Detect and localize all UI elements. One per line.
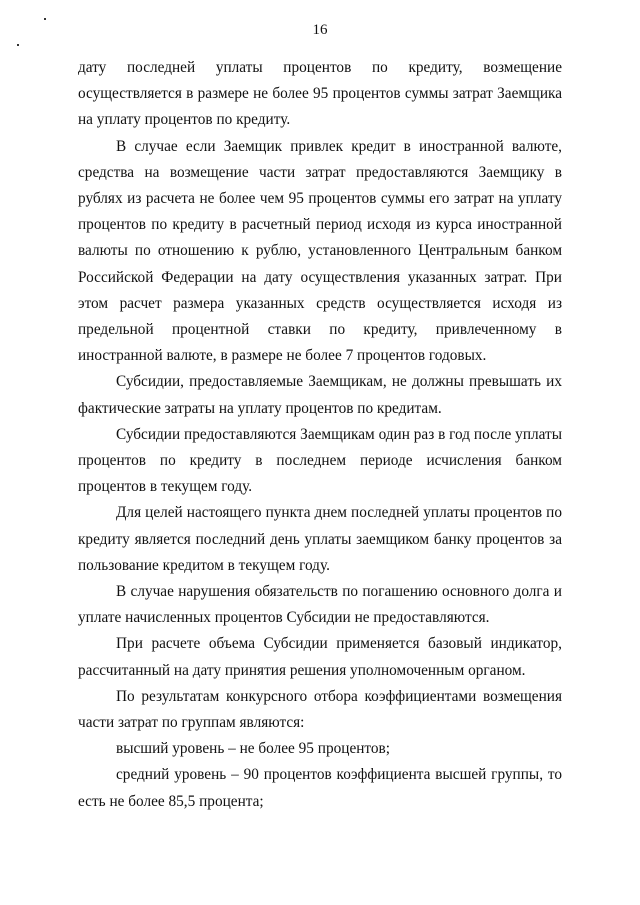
paragraph: В случае нарушения обязательств по погашению основного долга и уплате начисленных процентов Субсидии не предоставляются.	[78, 583, 562, 627]
document-body	[78, 55, 562, 815]
paragraph: дату последней уплаты процентов по кредиту, возмещение осуществляется в размере не более 95 процентов суммы затрат Заемщика на уплату процентов по кредиту.	[78, 59, 562, 129]
scan-mark	[44, 18, 46, 20]
paragraph: В случае если Заемщик привлек кредит в иностранной валюте, средства на возмещение части затрат предоставляются Заемщику в рублях из расчета не более чем 95 процентов суммы его затрат на уплату процентов по кредиту в расчетный период исходя из курса иностранной валюты по отношению к рублю, установленного Центральным банком Российской Федерации на дату осуществления указанных затрат. При этом расчет размера указанных средств осуществляется исходя из предельной процентной ставки по кредиту, привлеченному в иностранной валюте, в размере не более 7 процентов годовых.	[78, 137, 562, 365]
paragraph: Субсидии предоставляются Заемщикам один раз в год после уплаты процентов по кредиту в последнем периоде исчисления банком процентов в текущем году.	[78, 425, 562, 496]
paragraph: Субсидии, предоставляемые Заемщикам, не должны превышать их фактические затраты на уплату процентов по кредитам.	[78, 373, 562, 417]
paragraph: высший уровень – не более 95 процентов;	[116, 740, 391, 758]
paragraph: При расчете объема Субсидии применяется базовый индикатор, рассчитанный на дату принятия решения уполномоченным органом.	[78, 635, 562, 679]
scan-mark	[17, 44, 19, 46]
page-number: 16	[312, 22, 328, 38]
paragraph: средний уровень – 90 процентов коэффициента высшей группы, то есть не более 85,5 процента;	[78, 766, 562, 810]
paragraph: По результатам конкурсного отбора коэффициентами возмещения части затрат по группам являются:	[78, 687, 562, 732]
paragraph: Для целей настоящего пункта днем последней уплаты процентов по кредиту является последний день уплаты заемщиком банку процентов за пользование кредитом в текущем году.	[78, 504, 562, 574]
